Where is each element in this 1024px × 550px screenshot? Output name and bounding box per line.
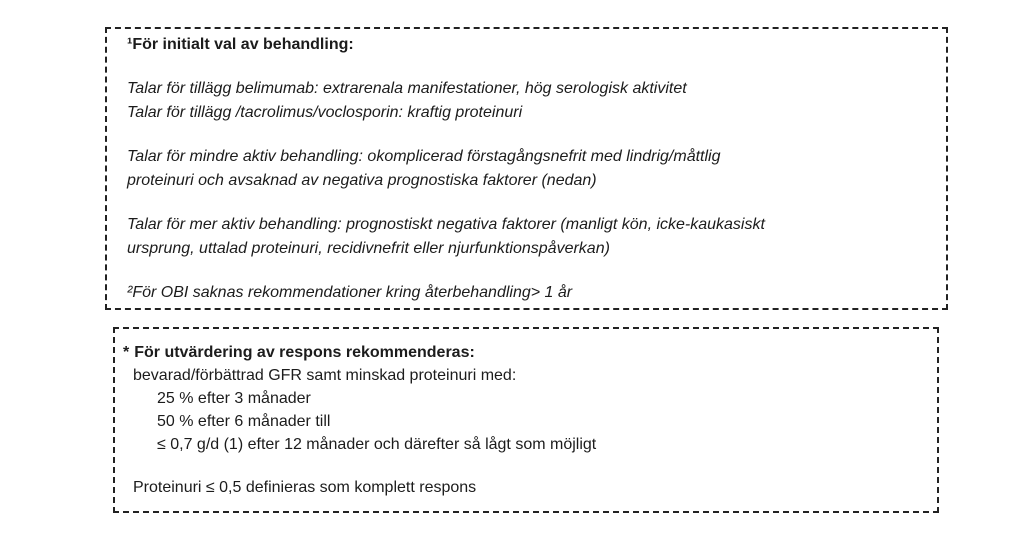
box2-subheading: bevarad/förbättrad GFR samt minskad proteinuri med: <box>133 367 517 384</box>
criteria-item: 50 % efter 6 månader till <box>157 413 331 430</box>
paragraph-line: proteinuri och avsaknad av negativa prognostiska faktorer (nedan) <box>127 172 597 189</box>
criteria-item: 25 % efter 3 månader <box>157 390 311 407</box>
box2-closing-note: Proteinuri ≤ 0,5 definieras som komplett respons <box>133 479 477 496</box>
box1-heading: ¹För initialt val av behandling: <box>127 36 354 53</box>
box1-footnote: ²För OBI saknas rekommendationer kring återbehandling> 1 år <box>127 284 573 301</box>
box1-paragraph-addons <box>127 77 926 125</box>
box1-paragraph-less-active <box>127 145 926 193</box>
footnote-box-treatment-choice <box>105 27 948 310</box>
paragraph-line: Talar för mindre aktiv behandling: okomplicerad förstagångsnefrit med lindrig/måttlig <box>127 148 721 165</box>
box1-paragraph-more-active <box>127 213 926 261</box>
asterisk-marker: * <box>123 344 130 361</box>
response-criteria-list <box>157 387 923 456</box>
box2-heading: För utvärdering av respons rekommenderas: <box>134 344 475 361</box>
paragraph-line: ursprung, uttalad proteinuri, recidivnefrit eller njurfunktionspåverkan) <box>127 240 610 257</box>
paragraph-line: Talar för tillägg belimumab: extrarenala manifestationer, hög serologisk aktivitet <box>127 80 687 97</box>
paragraph-line: Talar för mer aktiv behandling: prognostiskt negativa faktorer (manligt kön, icke-kaukasiskt <box>127 216 765 233</box>
footnote-box-response-evaluation <box>113 327 939 513</box>
box2-heading-row <box>123 341 923 364</box>
criteria-item: ≤ 0,7 g/d (1) efter 12 månader och därefter så lågt som möjligt <box>157 436 597 453</box>
paragraph-line: Talar för tillägg /tacrolimus/voclosporin: kraftig proteinuri <box>127 104 523 121</box>
